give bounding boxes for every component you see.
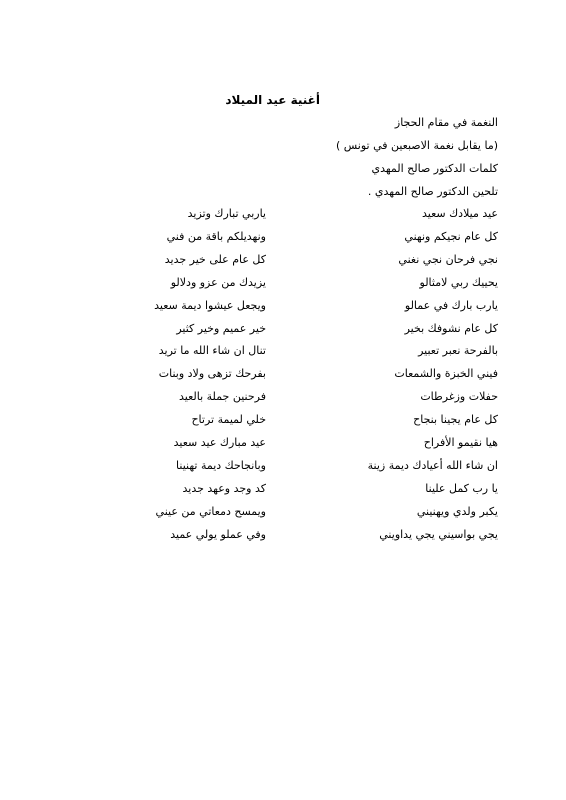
verse-first-hemistich: يحييك ربي لامثالو <box>419 275 498 289</box>
verse-first-hemistich: يكبر ولدي ويهنيني <box>416 504 498 518</box>
verse-second-hemistich: ونهديلكم باقة من فني <box>166 229 266 243</box>
verse-row <box>0 299 566 315</box>
verse-first-hemistich: فيني الخبزة والشمعات <box>394 367 498 381</box>
verse-second-hemistich: خير عميم وخير كثير <box>176 321 266 335</box>
verse-second-hemistich: ويجعل عيشوا ديمة سعيد <box>154 298 266 312</box>
verse-first-hemistich: نجي فرحان نجي نغني <box>398 252 498 266</box>
verse-row <box>0 253 566 269</box>
song-title: أغنية عيد الميلاد <box>225 93 320 107</box>
verse-second-hemistich: تنال ان شاء الله ما تريد <box>158 344 266 358</box>
verse-row <box>0 367 566 383</box>
verse-row <box>0 230 566 246</box>
verse-second-hemistich: وبانجاحك ديمة تهنينا <box>176 458 266 472</box>
verse-second-hemistich: خلي لميمة ترتاح <box>191 413 266 427</box>
verse-first-hemistich: عيد ميلادك سعيد <box>421 207 498 220</box>
verse-first-hemistich: كل عام يجينا بنجاح <box>413 413 498 427</box>
verse-row <box>0 505 566 521</box>
verse-first-hemistich: حفلات وزغرطات <box>420 390 498 404</box>
verse-row <box>0 436 566 452</box>
verse-second-hemistich: ياربي تبارك وتزيد <box>187 207 266 220</box>
verse-first-hemistich: يجي بواسيني يجي يداويني <box>379 527 498 541</box>
verse-second-hemistich: وفي عملو يولي عميد <box>170 527 266 541</box>
intro-line-equivalent: (ما يقابل نغمة الاصبعين في تونس ) <box>335 139 498 152</box>
verse-row <box>0 482 566 498</box>
verse-first-hemistich: بالفرحة نعبر تعبير <box>418 344 498 358</box>
intro-line-composed-by: تلحين الدكتور صالح المهدي . <box>367 185 498 198</box>
verse-row <box>0 390 566 406</box>
verse-first-hemistich: كل عام نشوفك بخير <box>404 321 498 335</box>
verse-first-hemistich: ان شاء الله أعيادك ديمة زينة <box>367 458 498 472</box>
verse-second-hemistich: ويمسح دمعاتي من عيني <box>155 504 266 518</box>
verse-row <box>0 207 566 223</box>
verse-second-hemistich: بفرحك تزهى ولاد وبنات <box>158 367 266 381</box>
verse-first-hemistich: يارب بارك في عمالو <box>404 298 498 312</box>
verse-row <box>0 276 566 292</box>
verse-row <box>0 322 566 338</box>
verse-second-hemistich: كل عام على خير جديد <box>164 252 266 266</box>
verse-second-hemistich: يزيدك من عزو ودلالو <box>170 275 266 289</box>
verse-first-hemistich: كل عام نجيكم ونهني <box>404 229 498 243</box>
verse-row <box>0 459 566 475</box>
verse-first-hemistich: يا رب كمل علينا <box>425 481 498 495</box>
verse-row <box>0 413 566 429</box>
verse-second-hemistich: عيد مبارك عيد سعيد <box>173 436 266 449</box>
verse-row <box>0 344 566 360</box>
verse-second-hemistich: كد وجد وعهد جديد <box>182 481 266 495</box>
intro-line-lyrics-by: كلمات الدكتور صالح المهدي <box>371 162 498 175</box>
verse-second-hemistich: فرحنين جملة بالعيد <box>179 390 266 404</box>
intro-line-maqam: النغمة في مقام الحجاز <box>394 116 498 129</box>
verse-first-hemistich: هيا نقيمو الأفراح <box>423 436 498 449</box>
verse-row <box>0 528 566 544</box>
